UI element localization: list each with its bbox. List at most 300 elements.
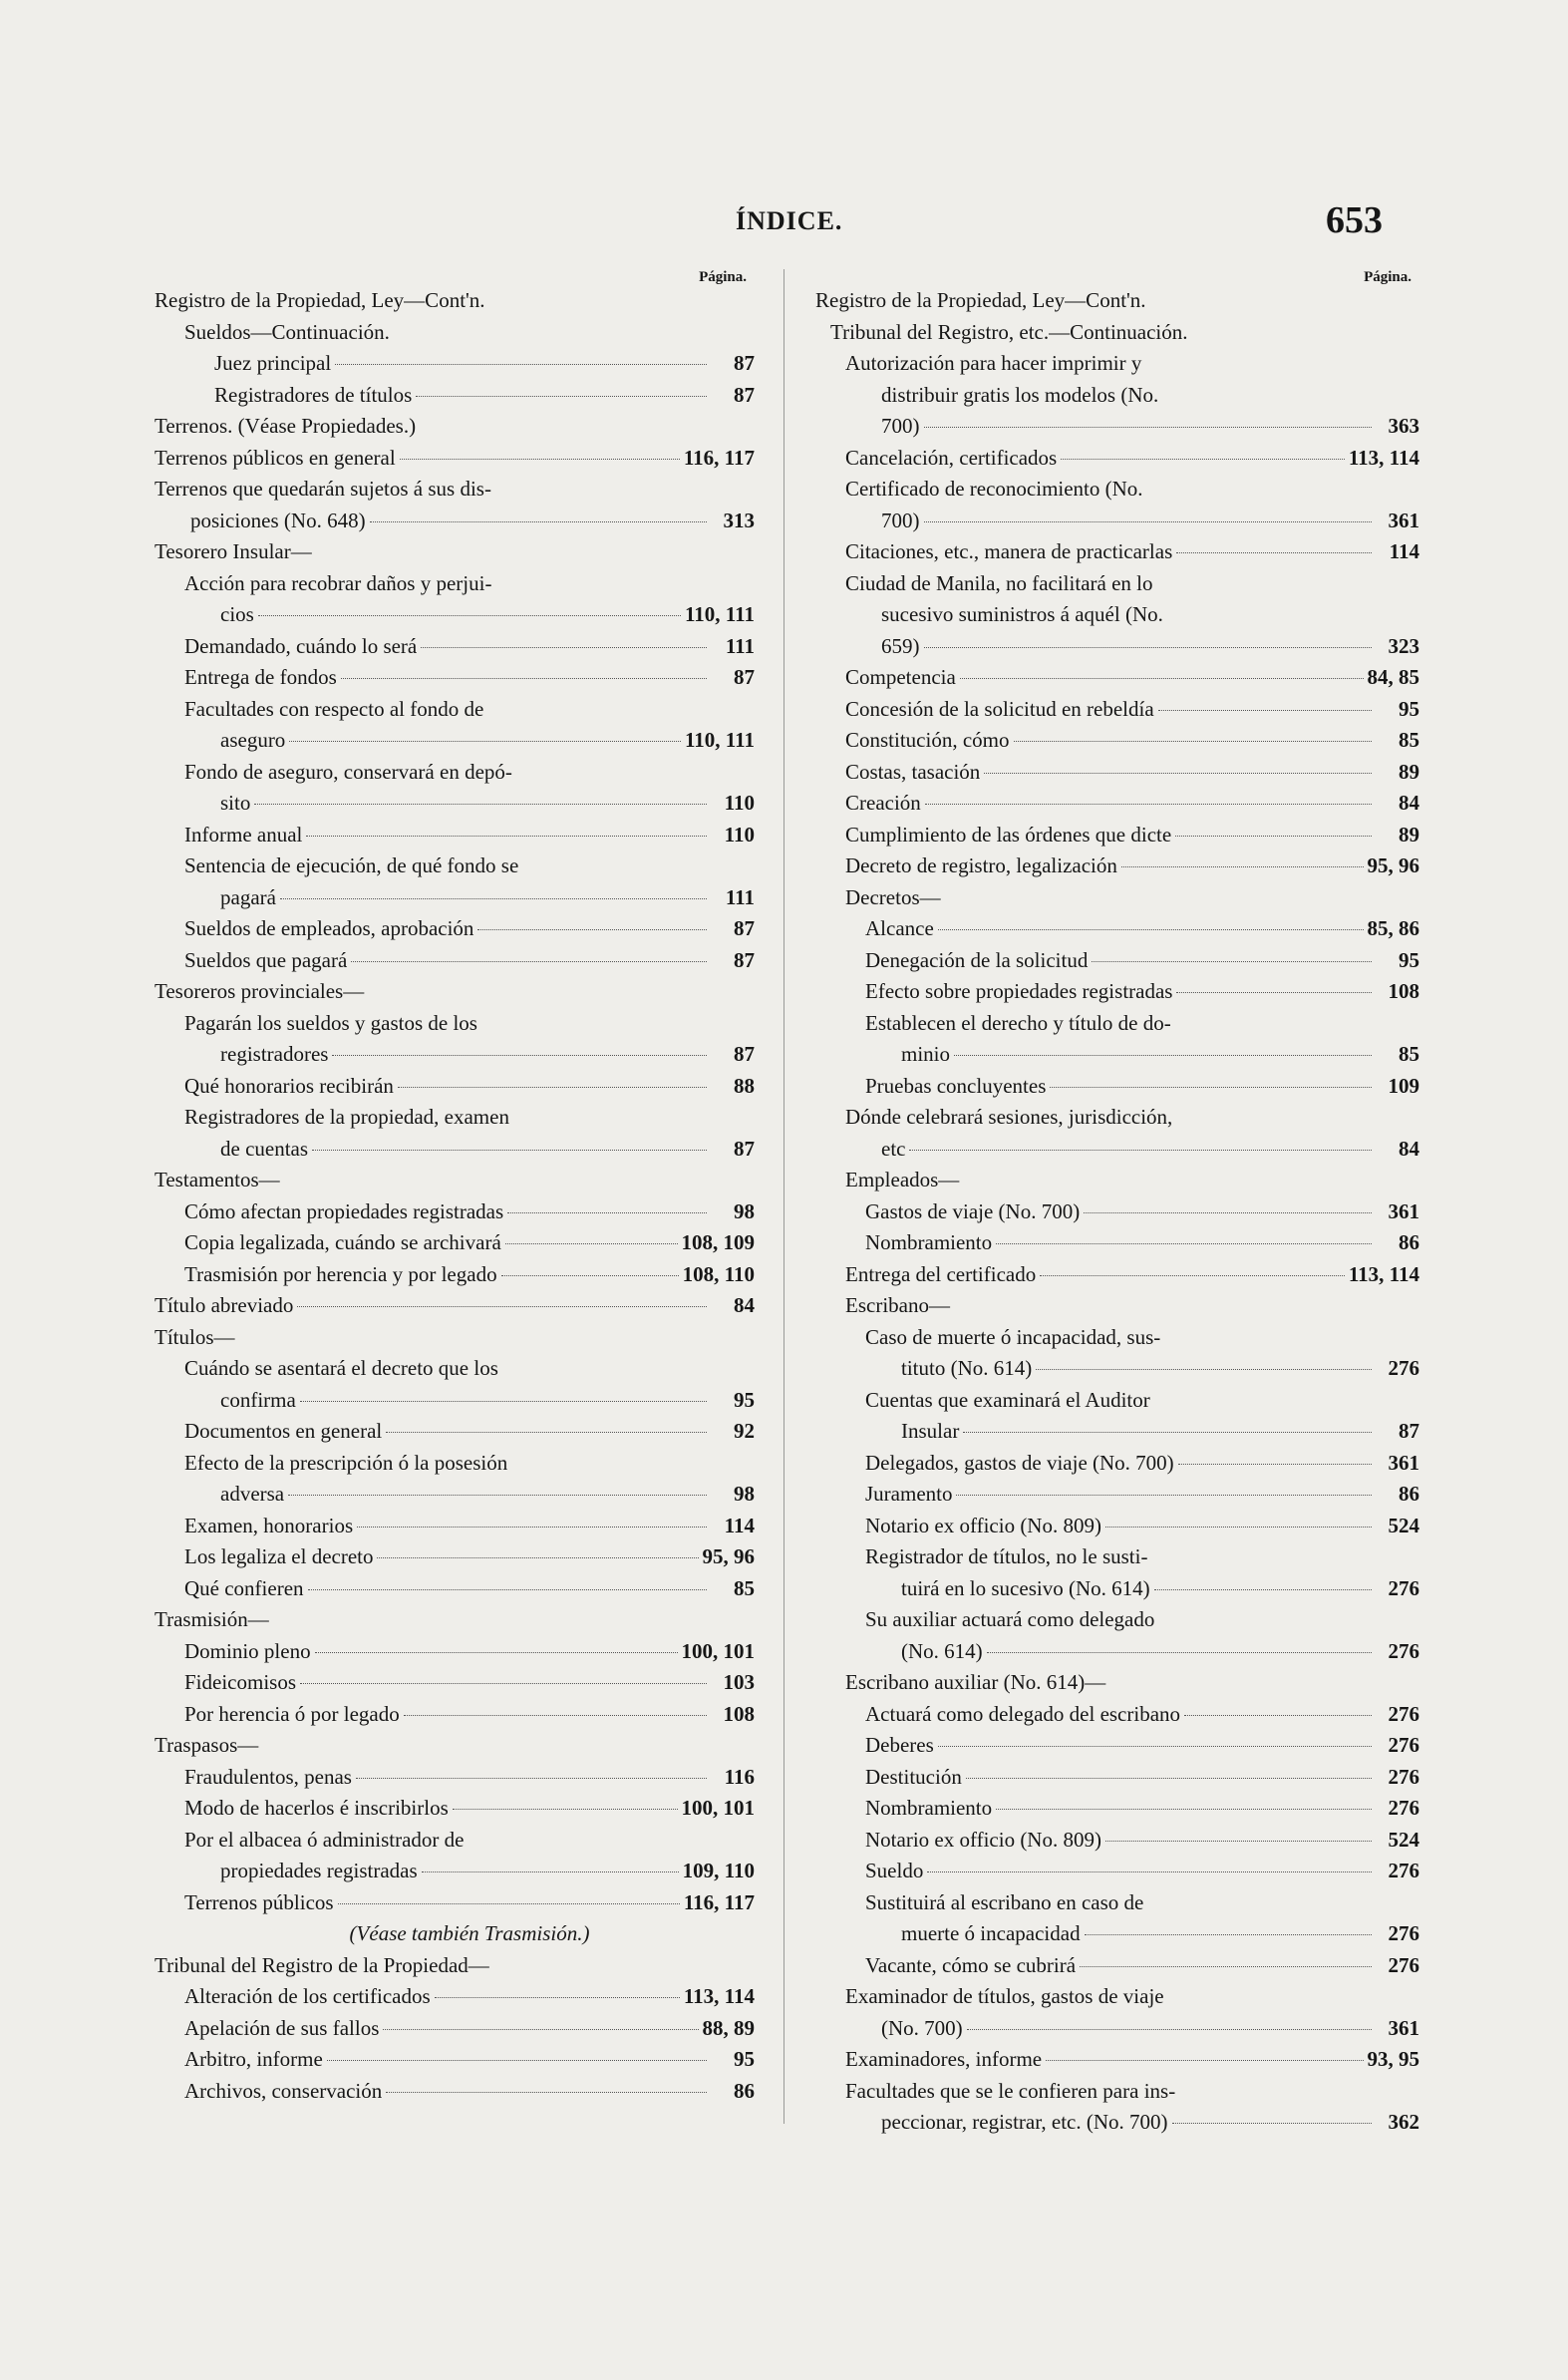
entry-page: 276 [1388, 1638, 1419, 1663]
entry-text: Por herencia ó por legado [184, 1701, 400, 1726]
index-entry [815, 348, 1419, 443]
index-entry [155, 411, 755, 443]
entry-text: Arbitro, informe [184, 2047, 323, 2071]
leader-dots [1176, 552, 1372, 553]
entry-text: Archivos, conservación [184, 2078, 383, 2103]
entry-text: Sueldos que pagará [184, 947, 348, 972]
entry-text: Alteración de los certificados [184, 1984, 431, 2008]
index-entry [815, 1981, 1419, 2044]
entry-text: peccionar, registrar, etc. (No. 700) [881, 2110, 1168, 2134]
entry-text: propiedades registradas [220, 1859, 418, 1882]
entry-text: Facultades con respecto al fondo de [184, 696, 484, 721]
entry-page: 87 [1399, 1419, 1419, 1443]
leader-dots [435, 1997, 680, 1998]
index-entry [815, 285, 1419, 317]
entry-text: Decreto de registro, legalización [845, 853, 1117, 877]
entry-page: 84 [1399, 791, 1419, 815]
leader-dots [1178, 1464, 1372, 1465]
entry-text: pagará [220, 884, 276, 909]
index-entry [155, 1102, 755, 1165]
leader-dots [300, 1683, 707, 1684]
leader-dots [924, 521, 1373, 522]
entry-page: 85 [734, 1575, 755, 1600]
entry-text: Efecto de la prescripción ó la posesión [184, 1450, 508, 1475]
leader-dots [338, 1903, 680, 1904]
entry-page: 88 [734, 1073, 755, 1098]
entry-text: Sentencia de ejecución, de qué fondo se [184, 853, 519, 877]
leader-dots [404, 1715, 707, 1716]
entry-page: 93, 95 [1367, 2047, 1419, 2071]
entry-page: 92 [734, 1419, 755, 1443]
index-entry [815, 1196, 1419, 1228]
index-entry [155, 1353, 755, 1416]
leader-dots [398, 1087, 707, 1088]
entry-page: 111 [725, 884, 755, 909]
index-entry [155, 317, 755, 349]
leader-dots [1172, 2123, 1372, 2124]
entry-text: Terrenos. (Véase Propiedades.) [155, 414, 417, 438]
entry-page: 95 [734, 2047, 755, 2071]
index-entry [815, 1165, 1419, 1196]
index-entry [815, 1259, 1419, 1291]
index-entry [155, 1667, 755, 1699]
leader-dots [925, 804, 1372, 805]
index-entry [815, 757, 1419, 789]
index-entry [155, 1636, 755, 1668]
index-entry [155, 568, 755, 631]
index-entry [155, 631, 755, 663]
index-entry [815, 913, 1419, 945]
entry-text: Examen, honorarios [184, 1513, 354, 1537]
index-column-right [815, 269, 1419, 2139]
leader-dots [967, 2029, 1372, 2030]
entry-text: Tribunal del Registro de la Propiedad— [155, 1952, 489, 1977]
index-entry [815, 317, 1419, 349]
leader-dots [1121, 866, 1364, 867]
entry-page: 86 [1399, 1230, 1419, 1254]
entry-page: 110 [724, 822, 755, 847]
entry-text: (No. 700) [881, 2015, 963, 2040]
entry-text: Sustituirá al escribano en caso de [865, 1889, 1144, 1914]
entry-text: sito [220, 791, 251, 815]
entry-text: aseguro [220, 728, 286, 752]
index-entry [155, 1448, 755, 1511]
index-entry [815, 820, 1419, 851]
entry-page: 84 [734, 1293, 755, 1317]
entry-text: Fideicomisos [184, 1670, 297, 1694]
index-entry [815, 1762, 1419, 1794]
entry-text: Concesión de la solicitud en rebeldía [845, 696, 1154, 721]
pagina-label: Página. [1364, 269, 1411, 285]
leader-dots [377, 1557, 698, 1558]
leader-dots [327, 2060, 707, 2061]
entry-text: cios [220, 602, 254, 626]
entry-page: 100, 101 [681, 1638, 755, 1663]
leader-dots [315, 1652, 678, 1653]
entry-page: 276 [1388, 1952, 1419, 1977]
index-entry [815, 1856, 1419, 1887]
entry-text: sucesivo suministros á aquél (No. [881, 602, 1163, 626]
leader-dots [288, 1495, 707, 1496]
entry-page: 323 [1388, 633, 1419, 658]
leader-dots [335, 364, 707, 365]
entry-page: 361 [1388, 508, 1419, 532]
index-entry [815, 1730, 1419, 1762]
entry-text: Qué honorarios recibirán [184, 1073, 394, 1098]
entry-text: Fondo de aseguro, conservará en depó- [184, 759, 512, 784]
index-entry [155, 820, 755, 851]
entry-page: 95 [734, 1387, 755, 1412]
leader-dots [1085, 1934, 1372, 1935]
entry-page: 114 [724, 1513, 755, 1537]
entry-page: 85 [1399, 728, 1419, 752]
entry-text: Caso de muerte ó incapacidad, sus- [865, 1324, 1161, 1349]
index-entry [155, 1981, 755, 2013]
entry-text: tituto (No. 614) [901, 1356, 1033, 1380]
entry-text: minio [901, 1042, 951, 1066]
index-entry [155, 1196, 755, 1228]
leader-dots [370, 521, 707, 522]
entry-text: Entrega del certificado [845, 1261, 1037, 1286]
entry-text: Testamentos— [155, 1168, 280, 1191]
entry-text: tuirá en lo sucesivo (No. 614) [901, 1575, 1150, 1600]
leader-dots [987, 1652, 1372, 1653]
entry-page: 276 [1388, 1921, 1419, 1945]
index-entry [155, 976, 755, 1008]
index-entry [155, 662, 755, 694]
entry-page: 276 [1388, 1859, 1419, 1882]
leader-dots [966, 1778, 1372, 1779]
leader-dots [924, 647, 1373, 648]
index-entry [815, 1322, 1419, 1385]
leader-dots [960, 678, 1364, 679]
index-entry [815, 694, 1419, 726]
entry-page: 108 [723, 1701, 755, 1726]
leader-dots [1084, 1212, 1372, 1213]
leader-dots [996, 1243, 1372, 1244]
leader-dots [1176, 992, 1372, 993]
index-entry [155, 694, 755, 757]
entry-text: Cuándo se asentará el decreto que los [184, 1356, 498, 1380]
entry-text: 659) [881, 633, 920, 658]
entry-text: Registrador de títulos, no le susti- [865, 1544, 1148, 1568]
leader-dots [1105, 1527, 1372, 1528]
leader-dots [1061, 459, 1345, 460]
index-entry [155, 1165, 755, 1196]
entry-page: 110 [724, 791, 755, 815]
page-header [0, 194, 1568, 254]
index-entry [815, 1008, 1419, 1071]
entry-text: Escribano auxiliar (No. 614)— [845, 1670, 1106, 1694]
entry-text: Sueldos de empleados, aprobación [184, 916, 474, 940]
leader-dots [984, 773, 1372, 774]
index-entry [815, 1448, 1419, 1480]
leader-dots [1175, 836, 1372, 837]
index-entry [815, 1071, 1419, 1103]
entry-page: 113, 114 [1348, 445, 1419, 470]
index-entry [155, 1416, 755, 1448]
entry-page: 87 [734, 916, 755, 940]
entry-text: Vacante, cómo se cubrirá [865, 1952, 1077, 1977]
entry-text: Pagarán los sueldos y gastos de los [184, 1010, 477, 1035]
leader-dots [258, 615, 681, 616]
index-entry [155, 757, 755, 820]
entry-text: Ciudad de Manila, no facilitará en lo [845, 570, 1153, 595]
entry-text: Actuará como delegado del escribano [865, 1701, 1181, 1726]
leader-dots [1158, 710, 1372, 711]
index-entry [815, 788, 1419, 820]
entry-text: (No. 614) [901, 1638, 983, 1663]
leader-dots [254, 804, 707, 805]
entry-page: 524 [1388, 1513, 1419, 1537]
entry-page: 87 [734, 382, 755, 407]
entry-text: Examinador de títulos, gastos de viaje [845, 1984, 1164, 2008]
index-entry [155, 1573, 755, 1605]
entry-text: Nombramiento [865, 1230, 993, 1254]
index-entry [815, 662, 1419, 694]
entry-text: Destitución [865, 1764, 962, 1789]
leader-dots [356, 1778, 707, 1779]
entry-text: Efecto sobre propiedades registradas [865, 979, 1173, 1003]
entry-text: Traspasos— [155, 1733, 259, 1757]
index-entry [155, 945, 755, 977]
index-entry [815, 1604, 1419, 1667]
entry-text: Copia legalizada, cuándo se archivará [184, 1230, 501, 1254]
entry-text: Documentos en general [184, 1419, 383, 1443]
entry-text: Cómo afectan propiedades registradas [184, 1198, 504, 1223]
entry-text: Escribano— [845, 1293, 950, 1317]
entry-text: Tesoreros provinciales— [155, 979, 365, 1003]
entry-text: Terrenos públicos [184, 1889, 334, 1914]
entry-text: Cumplimiento de las órdenes que dicte [845, 822, 1172, 847]
entry-text: Título abreviado [155, 1293, 294, 1317]
entry-text: distribuir gratis los modelos (No. [881, 382, 1159, 407]
index-entry [815, 536, 1419, 568]
index-entry [155, 1541, 755, 1573]
entry-list [155, 285, 755, 2107]
entry-page: 109 [1388, 1073, 1419, 1098]
index-entry [155, 2076, 755, 2108]
entry-page: 108 [1388, 979, 1419, 1003]
entry-text: Sueldos—Continuación. [184, 319, 390, 344]
entry-page: 116 [724, 1764, 755, 1789]
leader-dots [954, 1055, 1372, 1056]
entry-text: registradores [220, 1042, 329, 1066]
entry-page: 313 [723, 508, 755, 532]
leader-dots [421, 647, 707, 648]
leader-dots [938, 1746, 1372, 1747]
entry-text: Cancelación, certificados [845, 445, 1058, 470]
index-entry [815, 1950, 1419, 1982]
leader-dots [938, 929, 1364, 930]
index-entry [155, 1511, 755, 1542]
index-entry [815, 1290, 1419, 1322]
leader-dots [400, 459, 680, 460]
leader-dots [963, 1432, 1372, 1433]
index-entry [815, 1825, 1419, 1857]
index-entry [815, 2044, 1419, 2076]
entry-text: Su auxiliar actuará como delegado [865, 1607, 1155, 1631]
index-entry [815, 1385, 1419, 1448]
entry-text: Títulos— [155, 1324, 235, 1349]
leader-dots [357, 1527, 707, 1528]
entry-page: 95 [1399, 696, 1419, 721]
entry-text: Deberes [865, 1733, 934, 1757]
entry-text: Examinadores, informe [845, 2047, 1043, 2071]
leader-dots [341, 678, 707, 679]
entry-text: Delegados, gastos de viaje (No. 700) [865, 1450, 1174, 1475]
entry-page: 361 [1388, 1198, 1419, 1223]
entry-text: Facultades que se le confieren para ins- [845, 2078, 1176, 2103]
entry-page: 113, 114 [1348, 1261, 1419, 1286]
entry-page: 276 [1388, 1701, 1419, 1726]
entry-text: Insular [901, 1419, 960, 1443]
entry-page: 100, 101 [681, 1796, 755, 1820]
entry-text: adversa [220, 1482, 285, 1506]
entry-page: 363 [1388, 414, 1419, 438]
entry-page: 87 [734, 665, 755, 689]
index-entry [155, 1071, 755, 1103]
index-entry [815, 568, 1419, 663]
leader-dots [909, 1150, 1372, 1151]
entry-page: 86 [734, 2078, 755, 2103]
index-entry [155, 1259, 755, 1291]
index-entry [815, 443, 1419, 475]
leader-dots [351, 961, 707, 962]
leader-dots [289, 741, 681, 742]
entry-page: 361 [1388, 1450, 1419, 1475]
entry-page: 89 [1399, 759, 1419, 784]
entry-text: Modo de hacerlos é inscribirlos [184, 1796, 449, 1820]
index-column-left [155, 269, 755, 2107]
index-entry [815, 976, 1419, 1008]
entry-text: Registro de la Propiedad, Ley—Cont'n. [155, 288, 485, 312]
entry-text: Cuentas que examinará el Auditor [865, 1387, 1150, 1412]
entry-page: 87 [734, 1042, 755, 1066]
entry-text: Gastos de viaje (No. 700) [865, 1198, 1081, 1223]
index-entry [155, 1793, 755, 1825]
leader-dots [297, 1306, 707, 1307]
entry-text: Tribunal del Registro, etc.—Continuación. [830, 319, 1188, 344]
leader-dots [505, 1243, 678, 1244]
leader-dots [1040, 1275, 1345, 1276]
index-entry [155, 850, 755, 913]
entry-text: Registradores de la propiedad, examen [184, 1105, 509, 1129]
entry-text: Trasmisión— [155, 1607, 269, 1631]
index-entry [155, 1918, 755, 1950]
entry-page: 116, 117 [683, 1889, 755, 1914]
entry-page: 89 [1399, 822, 1419, 847]
leader-dots [280, 898, 707, 899]
entry-text: Creación [845, 791, 921, 815]
index-entry [155, 1699, 755, 1731]
entry-page: 103 [723, 1670, 755, 1694]
entry-text: Nombramiento [865, 1796, 993, 1820]
leader-dots [1014, 741, 1373, 742]
running-title: ÍNDICE. [736, 206, 843, 235]
entry-page: 114 [1389, 539, 1419, 563]
pagina-label: Página. [699, 269, 747, 285]
entry-page: 276 [1388, 1356, 1419, 1380]
entry-page: 108, 110 [682, 1261, 755, 1286]
index-entry [155, 1887, 755, 1919]
leader-dots [1105, 1841, 1372, 1842]
entry-text: Informe anual [184, 822, 303, 847]
entry-page: 361 [1388, 2015, 1419, 2040]
entry-text: 700) [881, 414, 920, 438]
leader-dots [507, 1212, 707, 1213]
index-entry [815, 1227, 1419, 1259]
index-entry [815, 1887, 1419, 1950]
entry-text: Terrenos públicos en general [155, 445, 396, 470]
index-entry [815, 1793, 1419, 1825]
index-entry [815, 1541, 1419, 1604]
entry-text: Juez principal [214, 351, 332, 375]
leader-dots [1050, 1087, 1372, 1088]
entry-text: Demandado, cuándo lo será [184, 633, 418, 658]
entry-page: 85 [1399, 1042, 1419, 1066]
entry-text: Dónde celebrará sesiones, jurisdicción, [845, 1105, 1173, 1129]
entry-page: 524 [1388, 1827, 1419, 1852]
index-entry [815, 1102, 1419, 1165]
index-entry [155, 2044, 755, 2076]
leader-dots [308, 1589, 707, 1590]
leader-dots [1154, 1589, 1372, 1590]
index-entry [815, 474, 1419, 536]
index-entry [155, 1290, 755, 1322]
leader-dots [477, 929, 707, 930]
leader-dots [386, 1432, 707, 1433]
entry-page: 98 [734, 1482, 755, 1506]
entry-page: 87 [734, 1136, 755, 1161]
entry-page: 110, 111 [684, 602, 755, 626]
entry-page: 95, 96 [702, 1544, 755, 1568]
index-entry [815, 850, 1419, 882]
leader-dots [1080, 1966, 1372, 1967]
entry-text: Certificado de reconocimiento (No. [845, 477, 1143, 501]
entry-text: Citaciones, etc., manera de practicarlas [845, 539, 1173, 563]
entry-text: muerte ó incapacidad [901, 1921, 1081, 1945]
leader-dots [300, 1401, 707, 1402]
index-entry [155, 348, 755, 380]
entry-text: Sueldo [865, 1859, 924, 1882]
entry-text: Juramento [865, 1482, 953, 1506]
index-entry [155, 1825, 755, 1887]
entry-page: 362 [1388, 2110, 1419, 2134]
entry-text: Competencia [845, 665, 956, 689]
entry-text: confirma [220, 1387, 296, 1412]
leader-dots [501, 1275, 679, 1276]
index-entry [155, 474, 755, 536]
index-entry [155, 1762, 755, 1794]
entry-page: 87 [734, 351, 755, 375]
entry-text: Los legaliza el decreto [184, 1544, 374, 1568]
entry-page: 111 [725, 633, 755, 658]
index-entry [815, 1667, 1419, 1699]
leader-dots [386, 2092, 707, 2093]
entry-text: Autorización para hacer imprimir y [845, 351, 1142, 375]
entry-text: Registradores de títulos [214, 382, 413, 407]
entry-text: Decretos— [845, 884, 941, 909]
leader-dots [996, 1809, 1372, 1810]
index-entry [155, 913, 755, 945]
index-entry [815, 945, 1419, 977]
entry-list [815, 285, 1419, 2139]
index-entry [815, 725, 1419, 757]
entry-page: 84 [1399, 1136, 1419, 1161]
index-entry [155, 1950, 755, 1982]
index-entry [155, 2013, 755, 2045]
